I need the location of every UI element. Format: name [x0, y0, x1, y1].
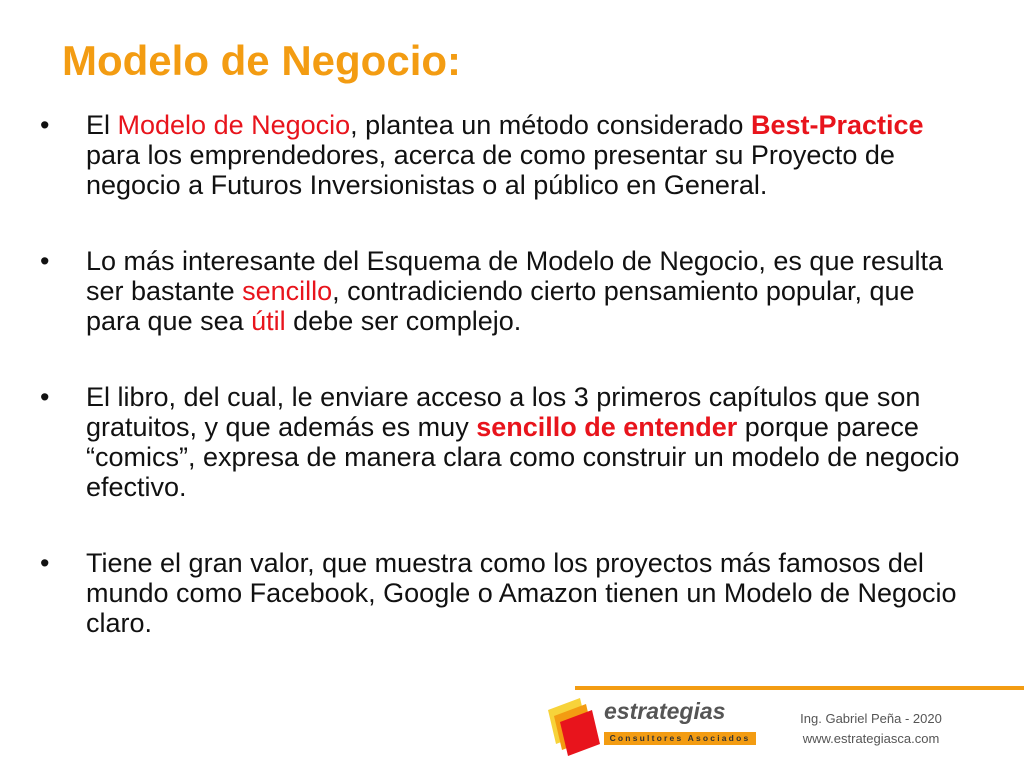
bullet-list: [40, 110, 960, 684]
bullet-marker: •: [40, 382, 50, 412]
bullet-item: [40, 548, 960, 638]
bullet-text-segment: El: [86, 110, 118, 140]
footer-author: Ing. Gabriel Peña - 2020: [800, 711, 942, 726]
highlight-bold-text: Best-Practice: [750, 110, 924, 140]
bullet-text-segment: , contradiciendo cierto pensamiento popular, que para que sea: [86, 276, 915, 336]
bullet-text-segment: El libro, del cual, le enviare acceso a los 3 primeros capítulos que son gratuitos, y que además es muy: [86, 382, 921, 442]
logo-icon: [540, 688, 602, 758]
bullet-item: [40, 246, 960, 336]
bullet-text-segment: porque parece “comics”, expresa de manera clara como construir un modelo de negocio efectivo.: [86, 412, 960, 502]
bullet-item: [40, 382, 960, 502]
highlight-text: sencillo: [242, 276, 333, 306]
bullet-marker: •: [40, 548, 50, 578]
logo-tagline: Consultores Asociados: [604, 732, 756, 745]
footer-url: www.estrategiasca.com: [802, 731, 940, 746]
highlight-bold-text: sencillo de entender: [476, 412, 738, 442]
logo-wordmark: estrategias: [604, 698, 726, 724]
highlight-text: útil: [251, 306, 286, 336]
bullet-item: [40, 110, 960, 200]
bullet-text-segment: , plantea un método considerado: [350, 110, 751, 140]
footer-divider: [575, 686, 1024, 690]
slide-title: Modelo de Negocio:: [62, 37, 461, 84]
bullet-marker: •: [40, 246, 50, 276]
bullet-text-segment: Lo más interesante del Esquema de Modelo de Negocio, es que resulta ser bastante: [86, 246, 944, 306]
bullet-text-segment: para los emprendedores, acerca de como presentar su Proyecto de negocio a Futuros Inversionistas o al público en General.: [86, 140, 895, 200]
bullet-text-segment: Tiene el gran valor, que muestra como los proyectos más famosos del mundo como Facebook, Google o Amazon tienen un Modelo de Negocio claro.: [86, 548, 957, 638]
bullet-marker: •: [40, 110, 50, 140]
highlight-text: Modelo de Negocio: [117, 110, 351, 140]
bullet-text-segment: debe ser complejo.: [285, 306, 522, 336]
